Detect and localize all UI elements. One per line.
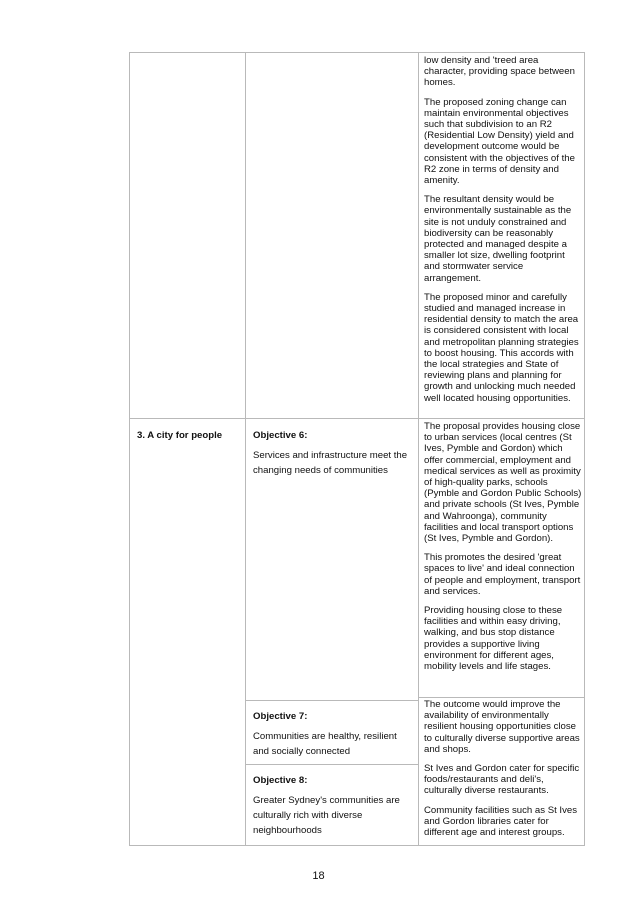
row2-para-4: The outcome would improve the availability of environmentally resilient housing opportunities close to culturally diverse supportive areas and shops.: [424, 699, 580, 755]
row2-content-cell-a: [424, 421, 582, 672]
row2-para-6: Community facilities such as St Ives and Gordon libraries cater for different age and interest groups.: [424, 804, 578, 839]
row-divider: [129, 418, 585, 419]
objective-8-text: Greater Sydney's communities are culturally rich with diverse neighbourhoods: [253, 795, 400, 836]
objective-divider-8: [245, 764, 418, 765]
row1-para-2: The proposed zoning change can maintain environmental objectives such that subdivision to an R2 (Residential Low Density) yield and development outcome would be consistent with the objectives of the R2 zone in terms of density and amenity.: [424, 96, 575, 187]
objective-8-cell: [253, 775, 413, 838]
row2-para-3: Providing housing close to these facilities and within easy driving, walking, and bus stop distance provides a supportive living environment for different ages, mobility levels and life stages.: [424, 605, 563, 673]
objective-7-cell: [253, 711, 413, 759]
row1-para-3: The resultant density would be environmentally sustainable as the site is not unduly constrained and biodiversity can be reasonably protected and managed despite a smaller lot size, dwelling footprint and stormwater service arrangement.: [424, 194, 572, 284]
page-number: 18: [312, 870, 325, 882]
row2-para-2: This promotes the desired 'great spaces to live' and ideal connection of people and employment, transport and services.: [424, 552, 581, 597]
row1-content-cell: [424, 55, 582, 404]
objective-divider-7: [245, 700, 418, 701]
objective-6-title: Objective 6:: [253, 430, 308, 441]
row2-para-5: St Ives and Gordon cater for specific foods/restaurants and deli's, culturally diverse restaurants.: [424, 763, 580, 797]
row1-para-4: The proposed minor and carefully studied and managed increase in residential density to match the area is considered consistent with local and metropolitan planning strategies to boost housing. This accords with the local strategies and State of reviewing plans and planning for growth and unlocking much needed well located housing opportunities.: [424, 291, 579, 404]
row2-para-1: The proposal provides housing close to urban services (local centres (St Ives, Pymble and Gordon) which offer commercial, employment and medical services as well as proximity of high-quality parks, schools (Pymble and Gordon Public Schools) and private schools (St Ives, Pymble and Wahroonga), community facilities and local transport options (St Ives, Pymble and Gordon).: [424, 421, 582, 545]
objective-6-text: Services and infrastructure meet the changing needs of communities: [253, 450, 408, 476]
direction-cell: [137, 430, 243, 442]
content-divider: [418, 697, 585, 698]
objective-6-cell: [253, 430, 413, 478]
objective-8-title: Objective 8:: [253, 775, 308, 786]
row1-para-1: low density and 'treed area character, providing space between homes.: [424, 55, 575, 89]
direction-label: 3. A city for people: [137, 430, 223, 441]
objective-7-title: Objective 7:: [253, 711, 308, 722]
row2-content-cell-b: [424, 699, 582, 838]
col-divider-2: [418, 52, 419, 846]
objective-7-text: Communities are healthy, resilient and socially connected: [253, 731, 397, 757]
col-divider-1: [245, 52, 246, 846]
